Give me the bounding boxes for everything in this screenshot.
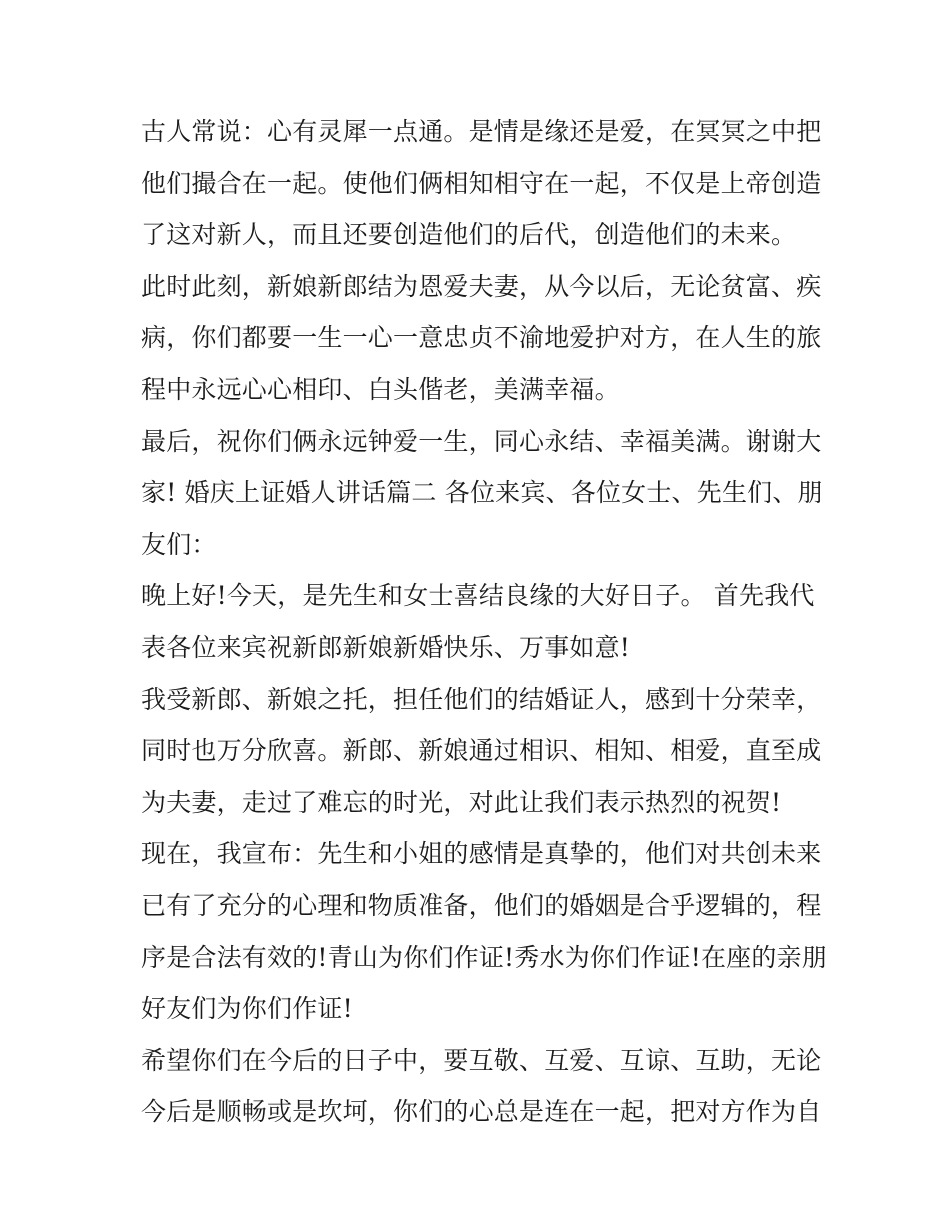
text-line: 现在，我宣布：先生和小姐的感情是真挚的，他们对共创未来 — [141, 839, 822, 869]
text-line: 古人常说：心有灵犀一点通。是情是缘还是爱，在冥冥之中把 — [141, 117, 822, 146]
text-line: 友们： — [141, 529, 217, 559]
text-line: 最后，祝你们俩永远钟爱一生，同心永结、幸福美满。谢谢大 — [141, 426, 822, 456]
body-text — [141, 106, 827, 1138]
text-line: 我受新郎、新娘之托，担任他们的结婚证人，感到十分荣幸， — [141, 684, 822, 714]
text-line: 他们撮合在一起。使他们俩相知相守在一起，不仅是上帝创造 — [141, 168, 822, 198]
text-line: 已有了充分的心理和物质准备，他们的婚姻是合乎逻辑的，程 — [141, 890, 822, 920]
text-line: 了这对新人，而且还要创造他们的后代，创造他们的未来。 — [141, 220, 797, 250]
text-line: 希望你们在今后的日子中，要互敬、互爱、互谅、互助，无论 — [141, 1045, 822, 1075]
text-line: 同时也万分欣喜。新郎、新娘通过相识、相知、相爱，直至成 — [141, 736, 822, 766]
text-line: 家! 婚庆上证婚人讲话篇二 各位来宾、各位女士、先生们、朋 — [141, 478, 823, 508]
text-line: 此时此刻，新娘新郎结为恩爱夫妻，从今以后，无论贫富、疾 — [141, 271, 822, 301]
text-line: 今后是顺畅或是坎坷，你们的心总是连在一起，把对方作为自 — [141, 1097, 822, 1127]
text-line: 程中永远心心相印、白头偕老，美满幸福。 — [141, 374, 620, 404]
text-line: 病，你们都要一生一心一意忠贞不渝地爱护对方，在人生的旅 — [141, 323, 822, 353]
text-line: 为夫妻，走过了难忘的时光，对此让我们表示热烈的祝贺! — [141, 787, 782, 817]
text-line: 晚上好!今天，是先生和女士喜结良缘的大好日子。 首先我代 — [141, 581, 815, 611]
text-line: 序是合法有效的!青山为你们作证!秀水为你们作证!在座的亲朋 — [141, 942, 827, 972]
text-line: 好友们为你们作证! — [141, 994, 353, 1024]
text-line: 表各位来宾祝新郎新娘新婚快乐、万事如意! — [141, 632, 631, 662]
